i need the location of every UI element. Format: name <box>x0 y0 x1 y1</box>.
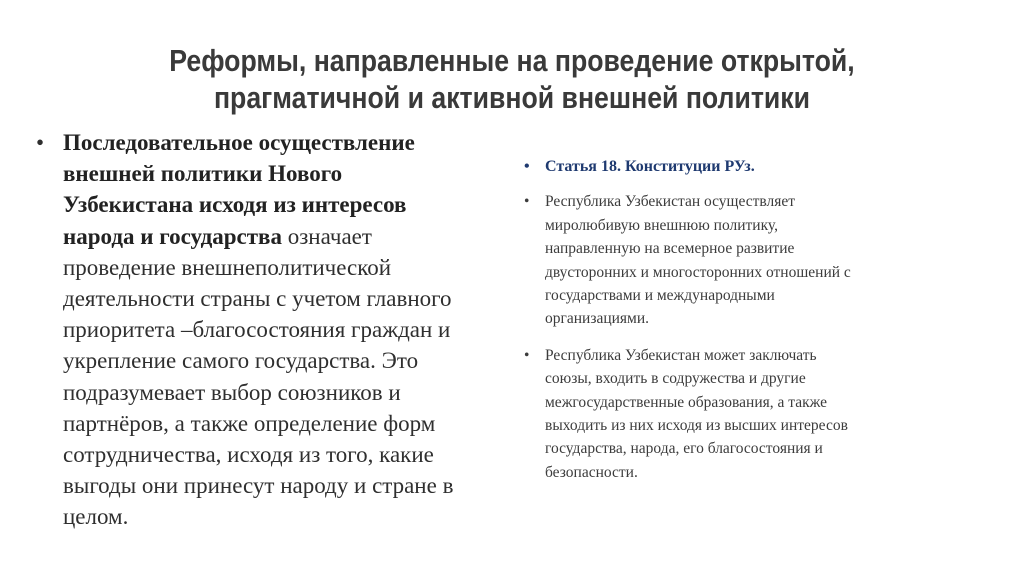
text-line <box>63 314 506 345</box>
regular-text: приоритета –благосостояния граждан и <box>63 317 451 343</box>
text-line: государства, народа, его благосостояния и <box>545 440 823 458</box>
text-line: организациями. <box>545 310 650 328</box>
heading-text: Статья 18. Конституции РУз. <box>545 158 755 175</box>
text-line <box>63 189 506 220</box>
article-paragraph-2 <box>522 344 962 484</box>
regular-text: подразумевает выбор союзников и <box>63 379 401 405</box>
text-line <box>63 221 506 252</box>
regular-text: выгоды они принесут народу и стране в <box>63 473 454 499</box>
text-line <box>63 501 506 532</box>
text-line: безопасности. <box>545 463 638 481</box>
regular-text: целом. <box>63 504 129 530</box>
slide-title <box>72 42 953 116</box>
text-line: Республика Узбекистан может заключать <box>545 346 817 364</box>
regular-text: означает <box>281 223 372 249</box>
text-line: Республика Узбекистан осуществляет <box>545 193 796 211</box>
text-line <box>63 252 506 283</box>
right-column <box>522 155 962 484</box>
text-line <box>63 345 506 376</box>
text-line: союзы, входить в содружества и другие <box>545 370 806 388</box>
text-line <box>63 377 506 408</box>
left-paragraph <box>63 127 506 533</box>
text-line: выходить из них исходя из высших интересов <box>545 417 848 435</box>
text-line: направленную на всемерное развитие <box>545 240 795 258</box>
regular-text: укрепление самого государства. Это <box>63 348 419 374</box>
regular-text: проведение внешнеполитической <box>63 254 392 280</box>
regular-text: сотрудничества, исходя из того, какие <box>63 442 434 468</box>
bold-text: Последовательное осуществление <box>63 130 415 155</box>
regular-text: деятельности страны с учетом главного <box>63 286 452 312</box>
text-line <box>63 439 506 470</box>
text-line: государствами и международными <box>545 287 775 305</box>
title-line: Реформы, направленные на проведение открытой, <box>169 43 855 78</box>
bullet-icon: • <box>524 346 530 364</box>
title-line: прагматичной и активной внешней политики <box>213 80 811 115</box>
article-heading <box>522 155 962 178</box>
text-line <box>63 470 506 501</box>
article-paragraph-1 <box>522 190 962 330</box>
text-line: двусторонних и многосторонних отношений с <box>545 263 851 281</box>
text-line: миролюбивую внешнюю политику, <box>545 216 778 234</box>
bold-text: народа и государства <box>63 223 282 249</box>
bold-text: Узбекистана исходя из интересов <box>63 192 407 218</box>
text-line <box>63 127 506 158</box>
bullet-icon: • <box>36 130 45 155</box>
text-line <box>63 408 506 439</box>
bold-text: внешней политики Нового <box>63 161 343 187</box>
bullet-icon: • <box>524 193 530 211</box>
left-column <box>36 127 506 533</box>
text-line <box>63 283 506 314</box>
regular-text: партнёров, а также определение форм <box>63 410 436 436</box>
text-line <box>63 158 506 189</box>
text-line: межгосударственные образования, а также <box>545 393 828 411</box>
bullet-icon: • <box>524 158 530 175</box>
